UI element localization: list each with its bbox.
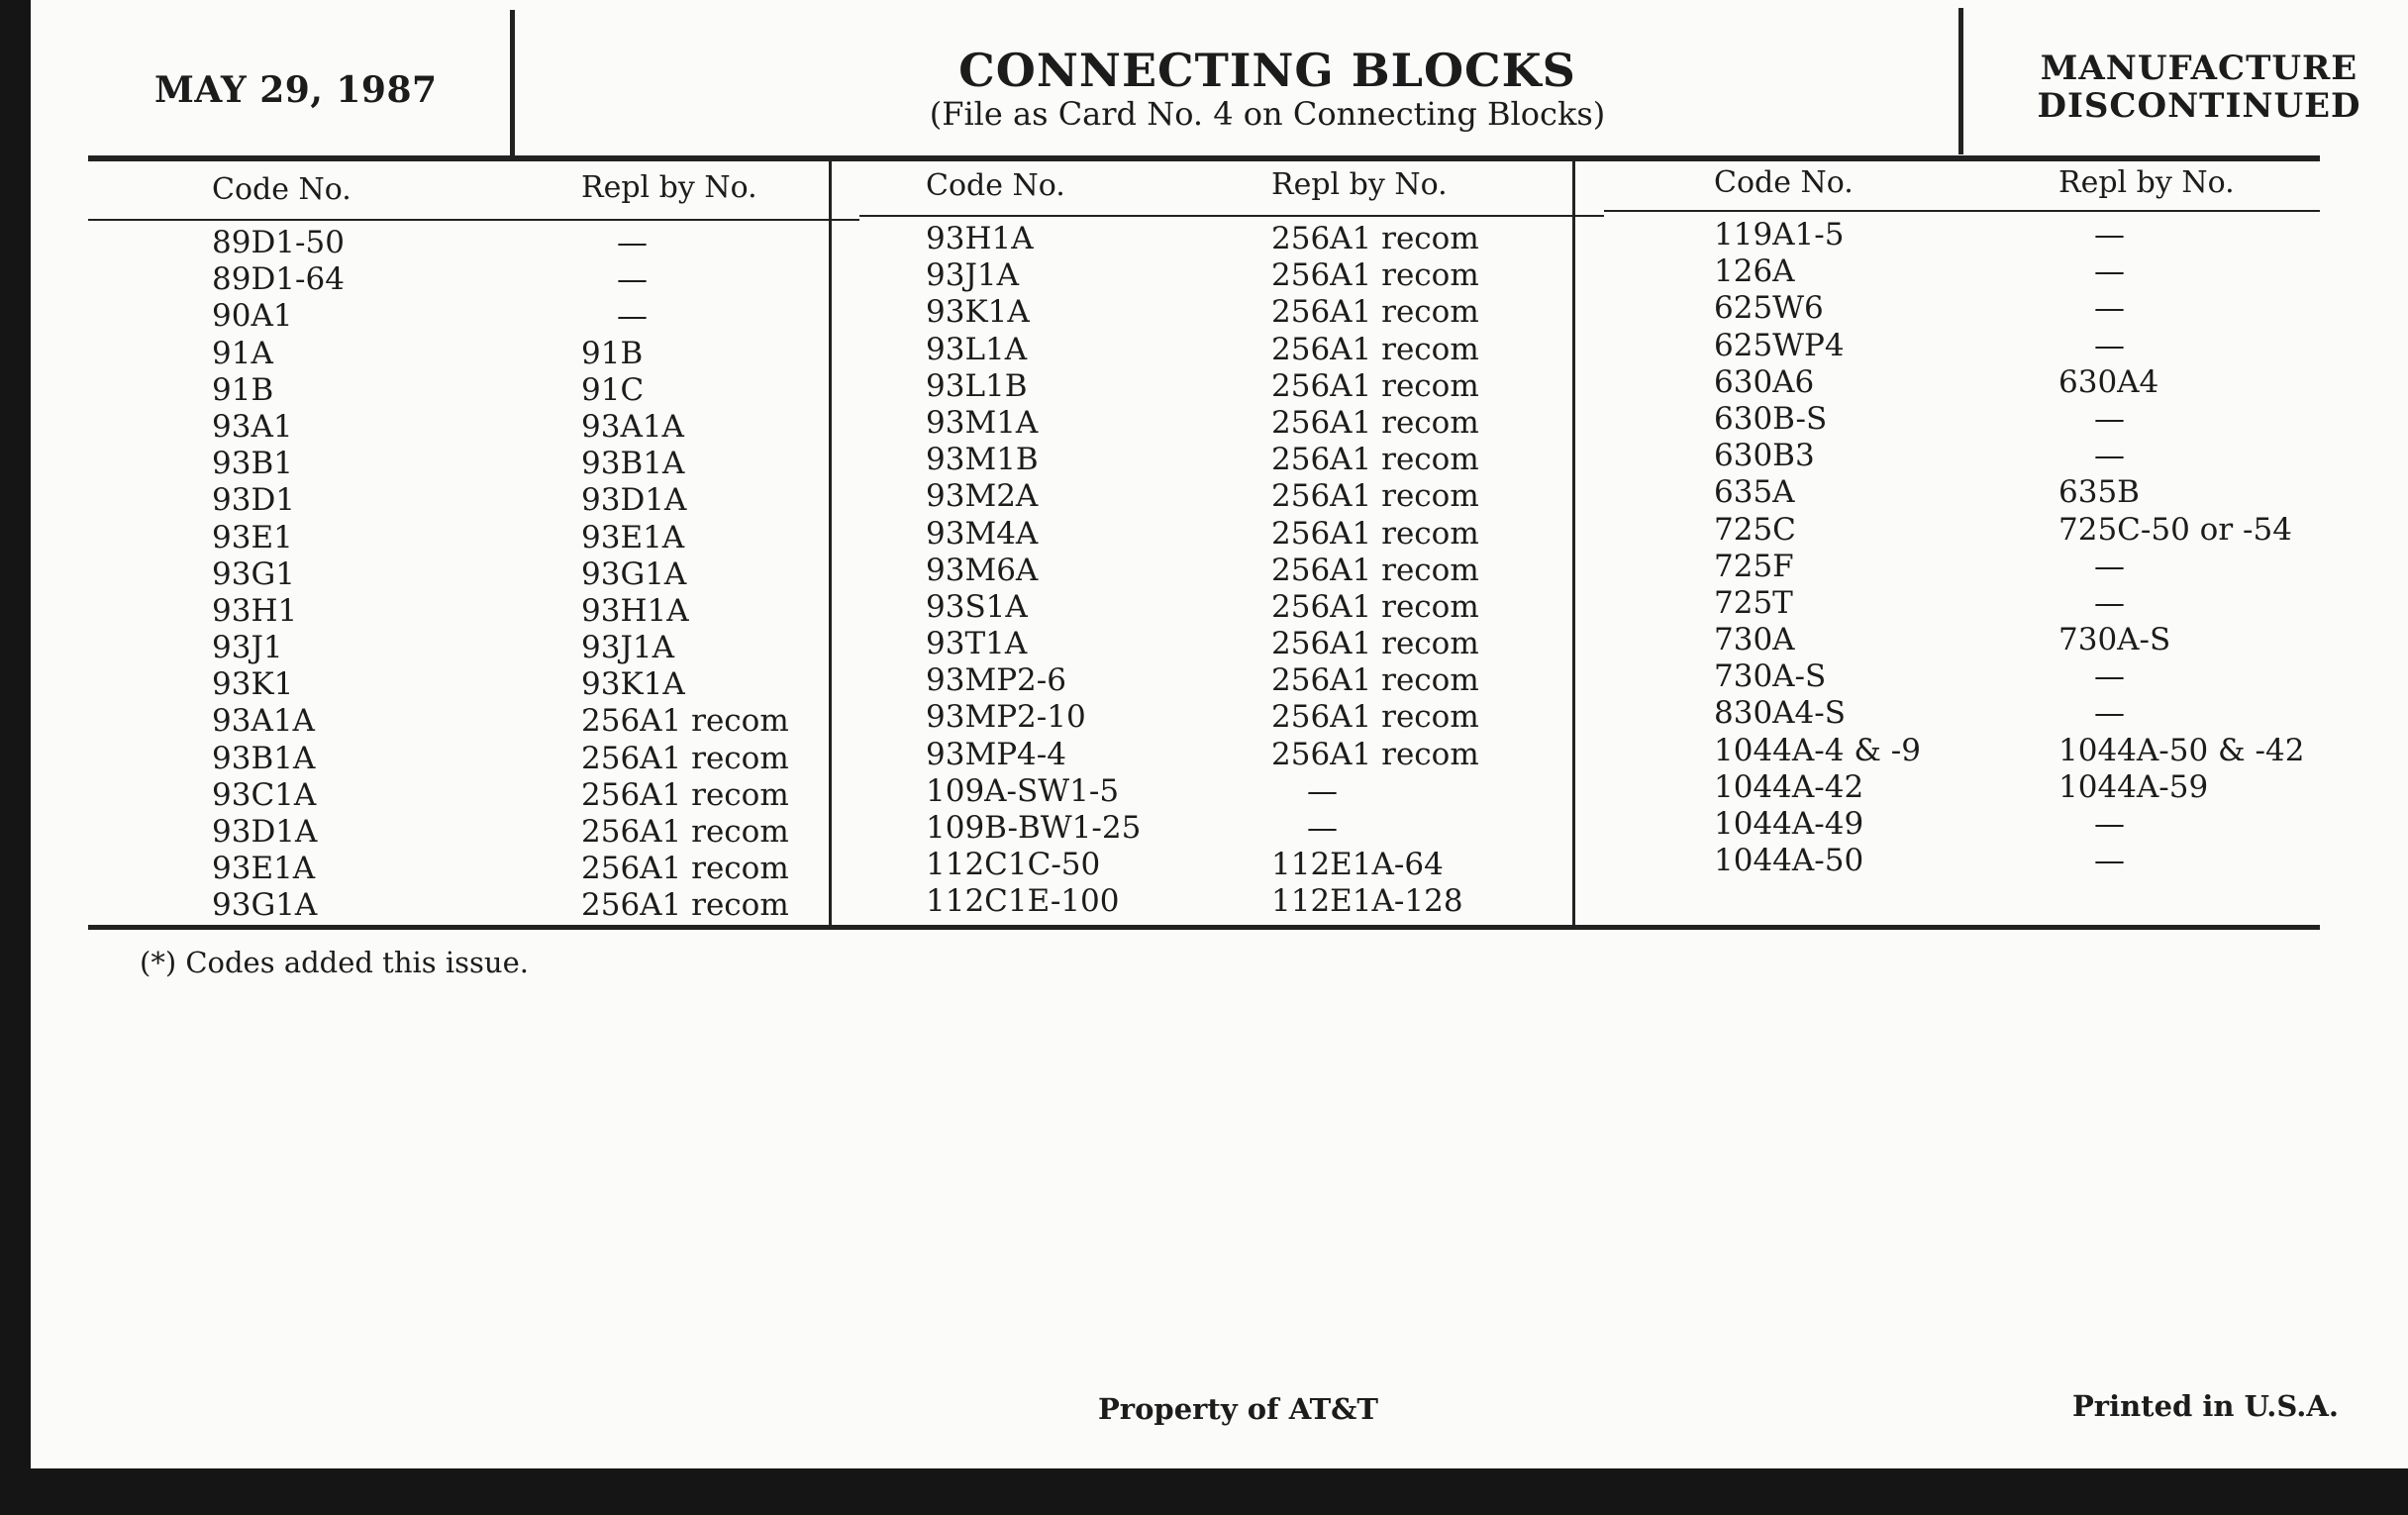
page-title: CONNECTING BLOCKS [958,44,1576,97]
code-cell: 830A4-S [1714,695,1846,732]
repl-cell: — [1307,810,1338,846]
repl-cell: 256A1 recom [1271,515,1479,552]
column-divider-2 [1572,156,1575,927]
code-cell: 1044A-42 [1714,768,1864,805]
code-cell: 630A6 [1714,363,1815,400]
code-cell: 90A1 [212,298,293,335]
repl-cell: — [617,225,648,260]
repl-cell: 256A1 recom [1271,588,1479,625]
repl-cell: 256A1 recom [1271,626,1479,662]
footer-property: Property of AT&T [1098,1392,1378,1426]
col-header-code-2: Code No. [926,168,1065,203]
code-cell: 93K1A [926,294,1030,331]
code-cell: 93E1A [212,851,316,887]
code-cell: 93B1A [212,740,316,776]
table-bottom-rule [88,925,2320,930]
status-line-2: DISCONTINUED [2037,86,2361,126]
repl-cell: 256A1 recom [1271,294,1479,331]
repl-cell: — [2094,253,2125,290]
code-cell: 93M4A [926,515,1039,552]
code-cell: 93H1 [212,592,298,629]
code-cell: 93D1A [212,814,318,850]
repl-cell: 93D1A [581,482,687,519]
repl-cell: 256A1 recom [1271,221,1479,256]
status-label [2001,50,2397,125]
group2-code-column [926,221,1141,921]
code-cell: 1044A-50 [1714,843,1864,879]
group3-code-column [1714,217,1921,879]
repl-cell: — [2094,290,2125,327]
repl-cell: 630A4 [2058,363,2159,400]
code-cell: 725C [1714,511,1796,548]
group2-repl-column [1271,221,1479,921]
repl-cell: 256A1 recom [1271,331,1479,367]
col-header-code-1: Code No. [212,172,351,207]
repl-cell: 256A1 recom [1271,478,1479,515]
code-cell: 725T [1714,584,1793,621]
document-card [31,0,2408,1468]
code-cell: 91B [212,371,274,408]
repl-cell: 256A1 recom [581,703,789,740]
repl-cell: 1044A-50 & -42 [2058,732,2305,768]
code-cell: 91A [212,335,273,371]
code-cell: 93T1A [926,626,1028,662]
code-cell: 126A [1714,253,1795,290]
code-cell: 630B3 [1714,438,1815,474]
code-cell: 730A-S [1714,658,1827,695]
repl-cell: 93G1A [581,556,687,592]
code-cell: 93B1 [212,446,293,482]
repl-cell: 93J1A [581,630,674,666]
header-underline-1 [88,219,859,221]
table-top-rule [88,155,2320,161]
repl-cell: 256A1 recom [1271,552,1479,588]
group1-repl-column [581,225,789,925]
code-cell: 630B-S [1714,400,1828,437]
code-cell: 93J1A [926,257,1019,294]
code-cell: 119A1-5 [1714,217,1845,252]
repl-cell: — [2094,548,2125,584]
code-cell: 93J1 [212,630,283,666]
repl-cell: 730A-S [2058,622,2171,658]
repl-cell: — [2094,584,2125,621]
code-cell: 93A1 [212,408,293,445]
code-cell: 93H1A [926,221,1034,256]
col-header-code-3: Code No. [1714,165,1854,200]
code-cell: 109A-SW1-5 [926,772,1120,809]
repl-cell: 112E1A-128 [1271,883,1463,920]
repl-cell: 91C [581,371,645,408]
repl-cell: 256A1 recom [1271,442,1479,478]
repl-cell: 93E1A [581,519,685,556]
repl-cell: — [617,261,648,298]
repl-cell: — [2094,438,2125,474]
repl-cell: 256A1 recom [1271,404,1479,441]
issue-date: MAY 29, 1987 [154,69,438,111]
group1-code-column [212,225,345,925]
code-cell: 730A [1714,622,1795,658]
code-cell: 93A1A [212,703,315,740]
repl-cell: — [617,298,648,335]
repl-cell: — [2094,658,2125,695]
col-header-repl-3: Repl by No. [2058,165,2235,200]
code-cell: 93S1A [926,588,1028,625]
code-cell: 93MP2-10 [926,699,1086,736]
code-cell: 625WP4 [1714,327,1845,363]
code-cell: 725F [1714,548,1794,584]
code-cell: 109B-BW1-25 [926,810,1142,846]
code-cell: 93G1A [212,887,318,924]
column-divider-1 [829,158,832,929]
repl-cell: 725C-50 or -54 [2058,511,2292,548]
footer-printed: Printed in U.S.A. [2072,1389,2339,1423]
repl-cell: 256A1 recom [581,776,789,813]
status-line-1: MANUFACTURE [2040,49,2358,88]
repl-cell: 256A1 recom [1271,367,1479,404]
code-cell: 93M1A [926,404,1039,441]
repl-cell: 93H1A [581,592,689,629]
repl-cell: 256A1 recom [581,851,789,887]
repl-cell: — [2094,695,2125,732]
repl-cell: — [2094,217,2125,252]
repl-cell: 93K1A [581,666,685,703]
code-cell: 635A [1714,474,1795,511]
repl-cell: 256A1 recom [1271,736,1479,772]
code-cell: 93G1 [212,556,295,592]
code-cell: 93C1A [212,776,317,813]
code-cell: 93L1B [926,367,1028,404]
repl-cell: 91B [581,335,644,371]
header-underline-3 [1604,210,2320,212]
code-cell: 89D1-64 [212,261,345,298]
repl-cell: — [2094,327,2125,363]
code-cell: 1044A-49 [1714,806,1864,842]
code-cell: 93L1A [926,331,1028,367]
header-underline-2 [859,215,1604,217]
code-cell: 1044A-4 & -9 [1714,732,1921,768]
repl-cell: 635B [2058,474,2140,511]
page-subtitle: (File as Card No. 4 on Connecting Blocks) [929,95,1606,133]
code-cell: 112C1E-100 [926,883,1120,920]
repl-cell: 256A1 recom [1271,257,1479,294]
repl-cell: 256A1 recom [1271,662,1479,699]
header-divider-right [1958,8,1963,154]
code-cell: 112C1C-50 [926,847,1101,883]
repl-cell: 93B1A [581,446,685,482]
code-cell: 93D1 [212,482,296,519]
repl-cell: 256A1 recom [581,887,789,924]
footnote: (*) Codes added this issue. [140,946,529,979]
code-cell: 93MP4-4 [926,736,1066,772]
code-cell: 93M1B [926,442,1039,478]
repl-cell: — [1307,772,1338,809]
code-cell: 93E1 [212,519,293,556]
repl-cell: 256A1 recom [581,814,789,850]
code-cell: 93MP2-6 [926,662,1066,699]
repl-cell: 112E1A-64 [1271,847,1444,883]
code-cell: 93M2A [926,478,1039,515]
code-cell: 93M6A [926,552,1039,588]
group3-repl-column [2058,217,2304,879]
code-cell: 89D1-50 [212,225,345,260]
repl-cell: 256A1 recom [1271,699,1479,736]
repl-cell: 256A1 recom [581,740,789,776]
col-header-repl-1: Repl by No. [581,170,757,205]
repl-cell: — [2094,400,2125,437]
repl-cell: 1044A-59 [2058,768,2209,805]
col-header-repl-2: Repl by No. [1271,167,1448,202]
header-divider-left [510,10,515,156]
code-cell: 93K1 [212,666,294,703]
repl-cell: 93A1A [581,408,684,445]
repl-cell: — [2094,843,2125,879]
code-cell: 625W6 [1714,290,1824,327]
repl-cell: — [2094,806,2125,842]
